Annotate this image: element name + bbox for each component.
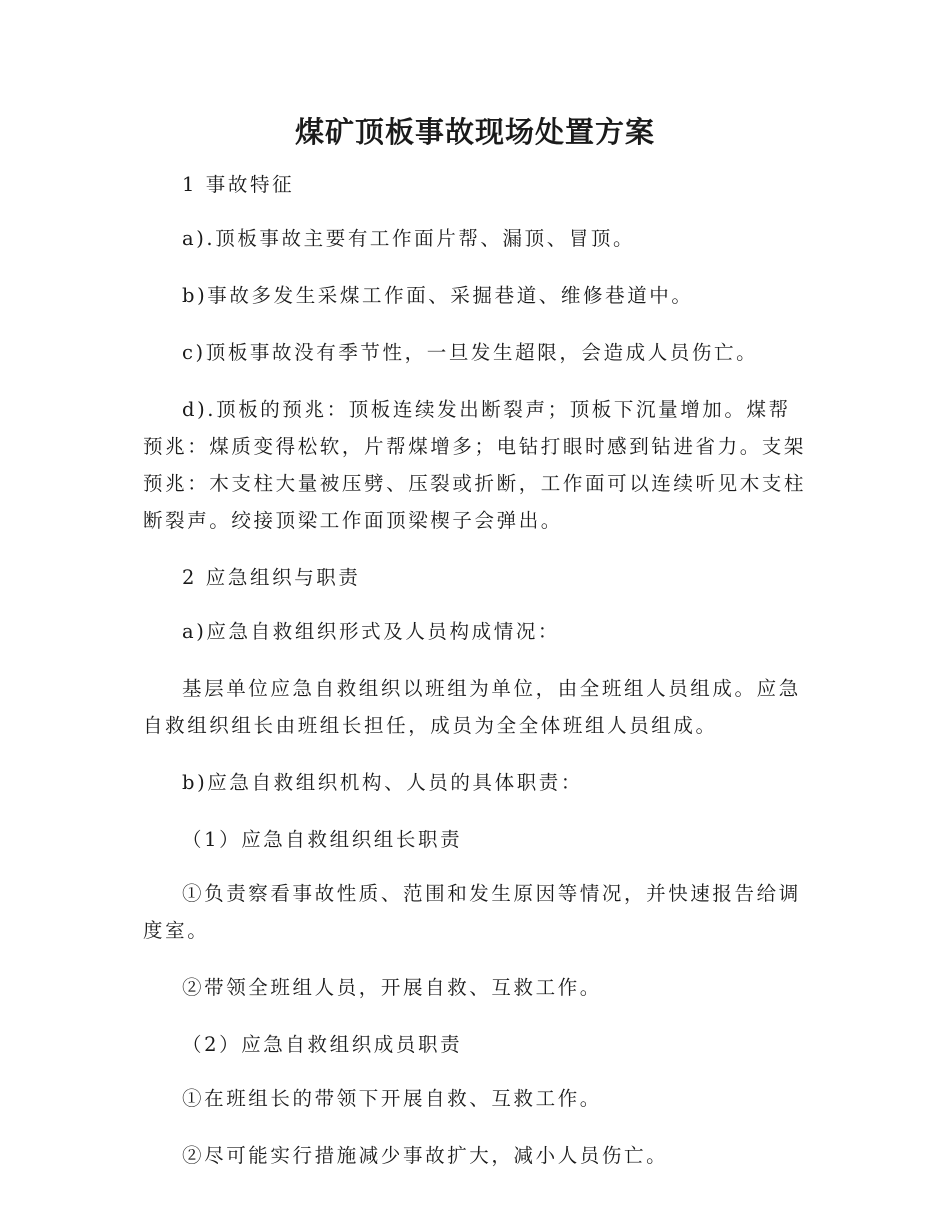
member-duty-1: ①在班组长的带领下开展自救、互救工作。 (182, 1087, 602, 1110)
section-heading-accident-features: 1 事故特征 (182, 173, 295, 196)
section-heading-emergency-organization: 2 应急组织与职责 (182, 566, 361, 589)
member-duty-2: ②尽可能实行措施减少事故扩大，减小人员伤亡。 (182, 1144, 669, 1167)
subheading-leader-duties: （1）应急自救组织组长职责 (182, 828, 463, 851)
paragraph-org-description: 基层单位应急自救组织以班组为单位，由全班组人员组成。应急自救组织组长由班组长担任，成员为全全体班组人员组成。 (143, 677, 801, 737)
leader-duty-1: ①负责察看事故性质、范围和发生原因等情况，并快速报告给调度室。 (143, 882, 801, 942)
document-body (143, 166, 808, 1194)
paragraph-c: c)顶板事故没有季节性，一旦发生超限，会造成人员伤亡。 (182, 341, 759, 364)
leader-duty-2: ②带领全班组人员，开展自救、互救工作。 (182, 976, 602, 999)
subheading-member-duties: （2）应急自救组织成员职责 (182, 1033, 463, 1056)
document-title: 煤矿顶板事故现场处置方案 (294, 115, 655, 149)
paragraph-d: d).顶板的预兆：顶板连续发出断裂声；顶板下沉量增加。煤帮预兆：煤质变得松软，片帮煤增多；电钻打眼时感到钻进省力。支架预兆：木支柱大量被压劈、压裂或折断，工作面可以连续听见木支柱断裂声。绞接顶梁工作面顶梁楔子会弹出。 (143, 398, 807, 532)
paragraph-a: a).顶板事故主要有工作面片帮、漏顶、冒顶。 (182, 227, 636, 250)
paragraph-org-duties: b)应急自救组织机构、人员的具体职责： (182, 771, 583, 794)
paragraph-b: b)事故多发生采煤工作面、采掘巷道、维修巷道中。 (182, 284, 694, 307)
paragraph-org-form: a)应急自救组织形式及人员构成情况： (182, 620, 561, 643)
